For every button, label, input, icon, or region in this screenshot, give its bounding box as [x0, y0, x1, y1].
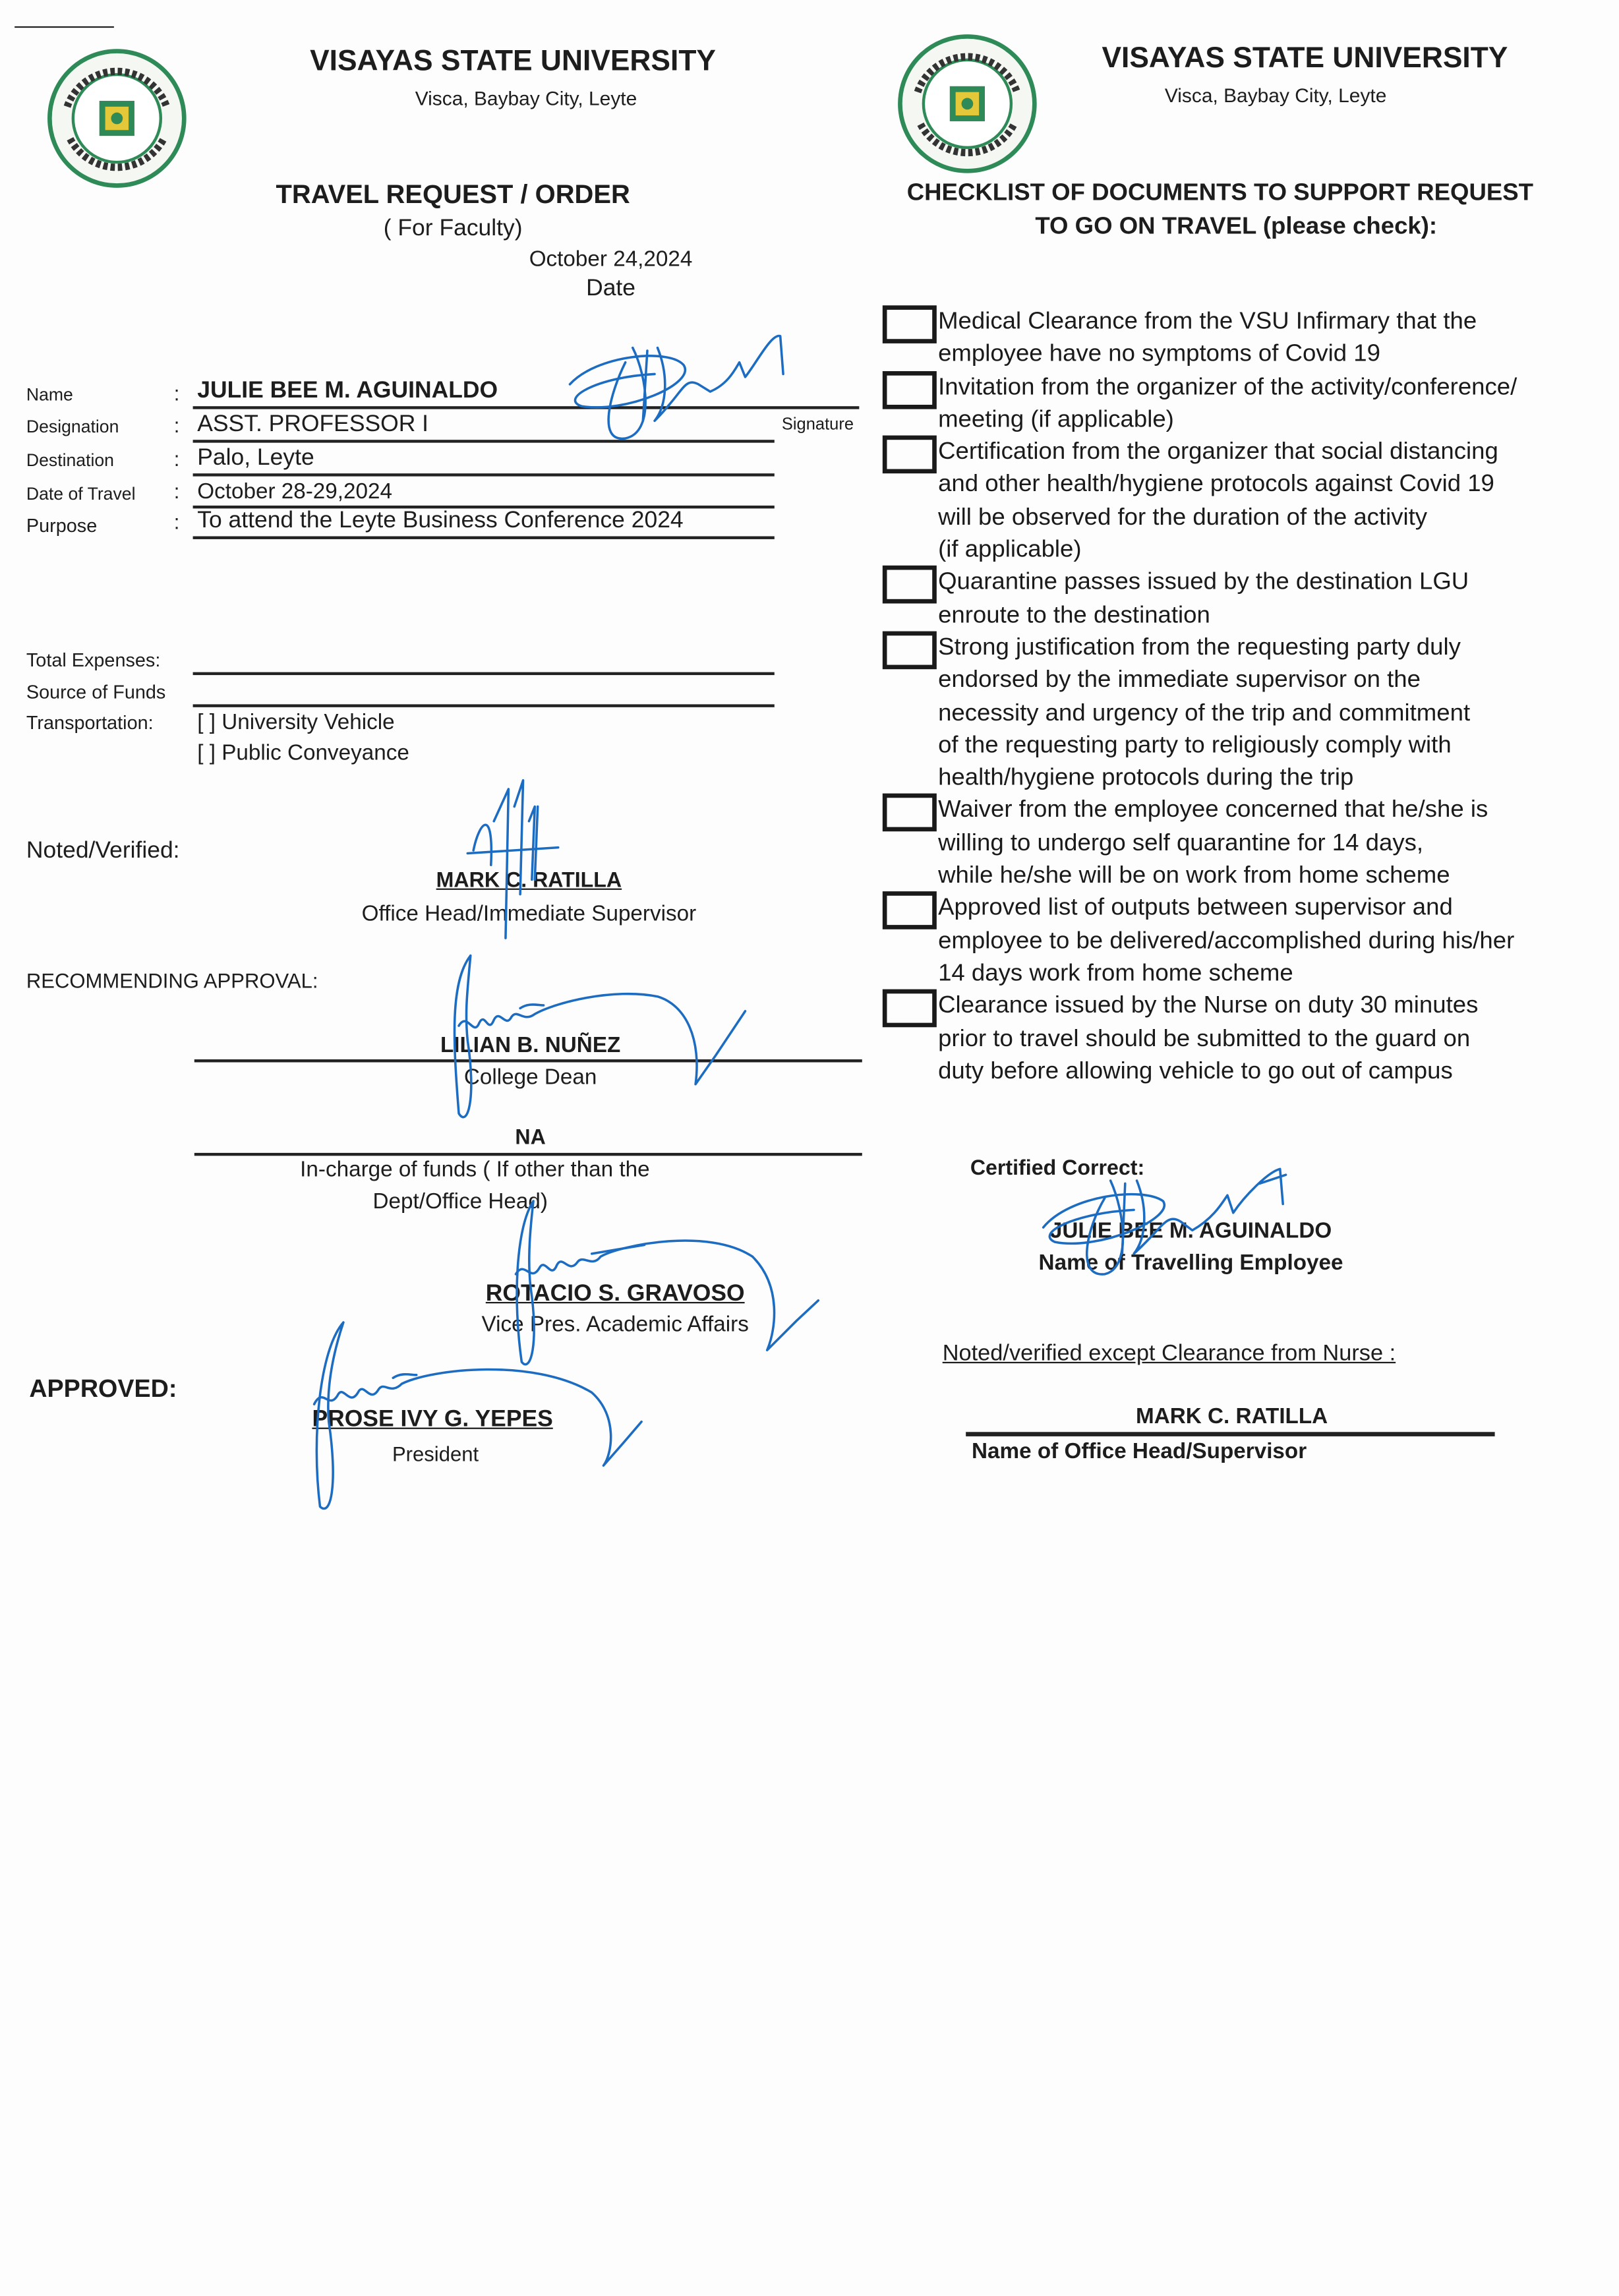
checklist-item	[883, 989, 1584, 1087]
form-subtitle: ( For Faculty)	[383, 216, 523, 241]
total-expenses-field	[193, 672, 775, 675]
office-head-signature-line	[966, 1432, 1494, 1436]
dean-name: LILIAN B. NUÑEZ	[440, 1033, 621, 1058]
date-of-travel-label: Date of Travel	[26, 483, 136, 504]
checklist-item-text: Strong justification from the requesting party duly	[938, 633, 1461, 661]
signature-label: Signature	[781, 416, 854, 434]
employee-name: JULIE BEE M. AGUINALDO	[1049, 1218, 1332, 1244]
dean-title: College Dean	[463, 1065, 597, 1090]
checklist-item-text: (if applicable)	[938, 536, 1082, 563]
name-value: JULIE BEE M. AGUINALDO	[197, 378, 498, 403]
checklist-item-text: willing to undergo self quarantine for 14 days,	[938, 829, 1424, 856]
office-head-caption: Name of Office Head/Supervisor	[972, 1439, 1307, 1465]
checklist-item-text: employee have no symptoms of Covid 19	[938, 341, 1380, 368]
university-name: VISAYAS STATE UNIVERSITY	[310, 45, 716, 78]
checklist-checkbox[interactable]	[883, 989, 937, 1028]
checklist-item	[883, 370, 1584, 436]
checklist-item-text: Clearance issued by the Nurse on duty 30 minutes	[938, 992, 1479, 1019]
designation-value: ASST. PROFESSOR I	[197, 412, 429, 437]
colon: :	[173, 510, 180, 534]
checklist-item-text: Quarantine passes issued by the destination LGU	[938, 569, 1469, 595]
checklist-item-text: endorsed by the immediate supervisor on the	[938, 666, 1421, 693]
president-title: President	[392, 1442, 479, 1466]
scan-mark-line	[15, 26, 114, 28]
checklist-checkbox[interactable]	[883, 566, 937, 604]
university-seal-logo	[47, 48, 187, 189]
checklist-item-text: Medical Clearance from the VSU Infirmary that the	[938, 308, 1477, 335]
checklist-item-text: health/hygiene protocols during the trip	[938, 764, 1354, 791]
approved-label: APPROVED:	[29, 1374, 177, 1403]
checklist-item-text: prior to travel should be submitted to the guard on	[938, 1025, 1471, 1051]
checklist-checkbox[interactable]	[883, 892, 937, 930]
checklist-item-text: duty before allowing vehicle to go out of campus	[938, 1057, 1453, 1084]
recommending-approval-label: RECOMMENDING APPROVAL:	[26, 968, 318, 993]
checklist-checkbox[interactable]	[883, 436, 937, 474]
university-seal-logo	[896, 34, 1039, 174]
request-date-value: October 24,2024	[529, 247, 693, 272]
form-title: TRAVEL REQUEST / ORDER	[276, 179, 630, 209]
checklist-checkbox[interactable]	[883, 632, 937, 670]
checklist-item	[883, 892, 1584, 989]
employee-caption: Name of Travelling Employee	[1038, 1251, 1343, 1276]
checklist-item-text: necessity and urgency of the trip and commitment	[938, 699, 1471, 726]
supervisor-signature	[465, 777, 567, 953]
request-date-label: Date	[586, 276, 636, 301]
president-signature	[299, 1320, 650, 1517]
transportation-label: Transportation:	[26, 711, 154, 734]
transport-option-public-conveyance[interactable]: [ ] Public Conveyance	[197, 740, 409, 766]
checklist-checkbox[interactable]	[883, 370, 937, 409]
checklist-item	[883, 436, 1584, 566]
document-checklist	[883, 305, 1584, 1087]
destination-underline	[193, 473, 775, 476]
university-address: Visca, Baybay City, Leyte	[1164, 84, 1387, 107]
date-of-travel-value: October 28-29,2024	[197, 479, 393, 504]
certified-correct-label: Certified Correct:	[970, 1157, 1145, 1181]
colon: :	[173, 413, 180, 437]
funds-in-charge-title-cont: Dept/Office Head)	[372, 1189, 548, 1215]
destination-value: Palo, Leyte	[197, 446, 314, 471]
checklist-item-text: Invitation from the organizer of the activity/conference/	[938, 373, 1517, 400]
colon: :	[173, 381, 180, 405]
supervisor-title: Office Head/Immediate Supervisor	[361, 901, 697, 927]
checklist-item-text: 14 days work from home scheme	[938, 960, 1293, 987]
transport-option-university-vehicle[interactable]: [ ] University Vehicle	[197, 710, 395, 735]
checklist-item-text: of the requesting party to religiously comply with	[938, 732, 1452, 759]
university-address: Visca, Baybay City, Leyte	[415, 87, 637, 110]
source-of-funds-label: Source of Funds	[26, 680, 166, 703]
checklist-item-text: employee to be delivered/accomplished during his/her	[938, 927, 1515, 954]
vp-name: ROTACIO S. GRAVOSO	[485, 1281, 745, 1307]
employee-signature	[567, 333, 801, 450]
checklist-item-text: and other health/hygiene protocols against Covid 19	[938, 471, 1494, 498]
checklist-item-text: Approved list of outputs between supervisor and	[938, 895, 1453, 922]
designation-label: Designation	[26, 416, 119, 437]
checklist-item-text: Waiver from the employee concerned that he/she is	[938, 797, 1488, 823]
funds-in-charge-name: NA	[515, 1127, 546, 1150]
checklist-item-text: enroute to the destination	[938, 601, 1210, 628]
checklist-item	[883, 794, 1584, 892]
dean-signature	[438, 953, 753, 1128]
purpose-label: Purpose	[26, 514, 98, 537]
checklist-title-cont: TO GO ON TRAVEL (please check):	[1035, 213, 1438, 240]
president-name: PROSE IVY G. YEPES	[312, 1407, 553, 1432]
funds-in-charge-title: In-charge of funds ( If other than the	[300, 1157, 650, 1183]
source-of-funds-field	[193, 704, 775, 707]
checklist-title: CHECKLIST OF DOCUMENTS TO SUPPORT REQUEST	[906, 179, 1534, 206]
vp-title: Vice Pres. Academic Affairs	[481, 1312, 749, 1338]
supervisor-name: MARK C. RATILLA	[436, 869, 622, 893]
noted-except-nurse-label: Noted/verified except Clearance from Nurse :	[942, 1341, 1396, 1367]
purpose-value: To attend the Leyte Business Conference 2024	[197, 508, 684, 534]
checklist-item-text: meeting (if applicable)	[938, 405, 1174, 432]
noted-verified-label: Noted/Verified:	[26, 839, 180, 864]
funds-signature-line	[194, 1153, 862, 1156]
checklist-item	[883, 566, 1584, 632]
checklist-item-text: Certification from the organizer that social distancing	[938, 438, 1498, 465]
checklist-item	[883, 632, 1584, 794]
purpose-underline	[193, 536, 775, 539]
colon: :	[173, 447, 180, 471]
colon: :	[173, 479, 180, 503]
checklist-item-text: while he/she will be on work from home scheme	[938, 862, 1450, 889]
checklist-checkbox[interactable]	[883, 305, 937, 343]
total-expenses-label: Total Expenses:	[26, 649, 161, 671]
destination-label: Destination	[26, 450, 114, 471]
checklist-checkbox[interactable]	[883, 794, 937, 833]
office-head-name: MARK C. RATILLA	[1135, 1404, 1328, 1429]
checklist-item	[883, 305, 1584, 370]
checklist-item-text: will be observed for the duration of the activity	[938, 504, 1428, 531]
university-name: VISAYAS STATE UNIVERSITY	[1102, 42, 1508, 75]
name-label: Name	[26, 384, 73, 405]
employee-certification-signature	[1040, 1166, 1318, 1283]
